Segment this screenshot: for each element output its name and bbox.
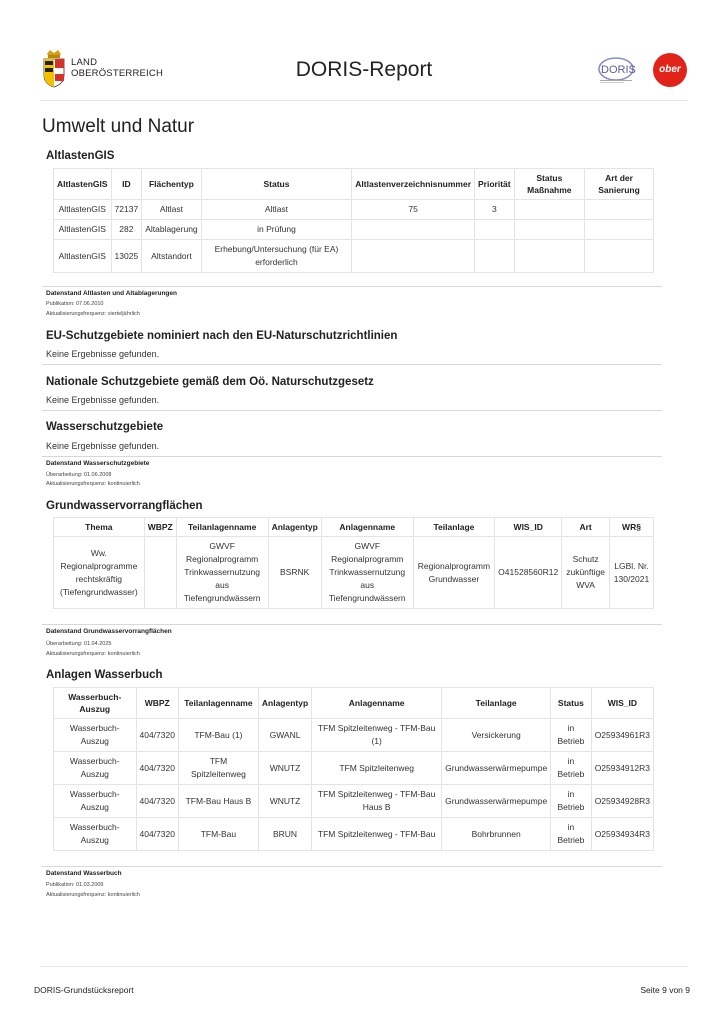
table-cell: 404/7320 — [136, 752, 178, 785]
partner-logos — [594, 52, 688, 88]
table-cell: Ww. Regionalprogramme rechtskräftig (Tiefengrundwasser) — [54, 537, 145, 609]
logo-text-line2: OBERÖSTERREICH — [71, 68, 164, 79]
table-cell: TFM Spitzleitenweg - TFM-Bau Haus B — [312, 785, 442, 818]
footer-page-number: Seite 9 von 9 — [640, 985, 690, 995]
grundwasser-ueberarbeitung: Überarbeitung: 01.04.2025 — [46, 641, 112, 647]
column-header: Altlastenverzeichnisnummer — [352, 169, 475, 200]
wasserschutzgebiete-heading: Wasserschutzgebiete — [46, 421, 164, 433]
nationale-schutzgebiete-empty-text: Keine Ergebnisse gefunden. — [46, 395, 160, 405]
table-row — [54, 240, 654, 273]
wasserbuch-publikation: Publikation: 01.03.2009 — [46, 882, 104, 888]
footer-report-name: DORIS-Grundstücksreport — [34, 985, 134, 995]
table-cell: O25934934R3 — [591, 818, 653, 851]
section-divider — [42, 624, 662, 625]
table-cell — [144, 537, 176, 609]
column-header: Anlagentyp — [258, 688, 311, 719]
table-cell — [585, 200, 654, 220]
page-title: Umwelt und Natur — [42, 116, 195, 137]
altlasten-datenstand-title: Datenstand Altlasten und Altablagerungen — [46, 290, 177, 297]
grundwasser-table — [53, 517, 654, 609]
table-cell: Wasserbuch-Auszug — [54, 785, 137, 818]
column-header: Status Maßnahme — [514, 169, 584, 200]
section-divider — [42, 410, 662, 411]
table-cell: GWANL — [258, 719, 311, 752]
report-header — [40, 42, 688, 98]
column-header: WBPZ — [136, 688, 178, 719]
column-header: Status — [551, 688, 592, 719]
wasserbuch-frequenz: Aktualisierungsfrequenz: kontinuierlich — [46, 892, 140, 898]
table-cell: WNUTZ — [258, 752, 311, 785]
table-row — [54, 785, 654, 818]
column-header: Anlagenname — [312, 688, 442, 719]
table-cell: 404/7320 — [136, 785, 178, 818]
wasserschutz-ueberarbeitung: Überarbeitung: 01.06.2008 — [46, 472, 112, 478]
table-cell — [352, 240, 475, 273]
section-divider — [42, 364, 662, 365]
table-cell: TFM-Bau — [178, 818, 258, 851]
table-cell: O25934961R3 — [591, 719, 653, 752]
table-cell: AltlastenGIS — [54, 220, 112, 240]
logo-text-line1: LAND — [71, 57, 98, 68]
table-row — [54, 752, 654, 785]
column-header: ID — [111, 169, 142, 200]
wasserbuch-heading: Anlagen Wasserbuch — [46, 669, 163, 681]
table-cell: LGBl. Nr. 130/2021 — [610, 537, 654, 609]
eu-schutzgebiete-empty-text: Keine Ergebnisse gefunden. — [46, 349, 160, 359]
column-header: Teilanlage — [413, 518, 494, 537]
table-cell — [585, 220, 654, 240]
column-header: Anlagenname — [321, 518, 413, 537]
table-cell: BRUN — [258, 818, 311, 851]
table-cell: Grundwasserwärmepumpe — [442, 752, 551, 785]
table-cell: O41528560R12 — [495, 537, 562, 609]
table-cell: Altablagerung — [142, 220, 201, 240]
nationale-schutzgebiete-heading: Nationale Schutzgebiete gemäß dem Oö. Naturschutzgesetz — [46, 376, 374, 388]
doris-logo-icon — [594, 55, 642, 85]
ober-logo-text: ober — [659, 64, 681, 75]
table-cell: TFM-Bau Haus B — [178, 785, 258, 818]
report-title: DORIS-Report — [295, 58, 433, 81]
table-cell — [514, 200, 584, 220]
ober-logo-icon — [652, 52, 688, 88]
table-cell: in Prüfung — [201, 220, 352, 240]
column-header: WBPZ — [144, 518, 176, 537]
table-cell: Wasserbuch-Auszug — [54, 719, 137, 752]
column-header: Art — [562, 518, 610, 537]
table-cell: AltlastenGIS — [54, 200, 112, 220]
table-cell: in Betrieb — [551, 719, 592, 752]
table-cell: AltlastenGIS — [54, 240, 112, 273]
column-header: Teilanlagenname — [176, 518, 268, 537]
section-divider — [42, 866, 662, 867]
table-cell — [514, 240, 584, 273]
table-cell: Altlast — [142, 200, 201, 220]
table-cell: Wasserbuch-Auszug — [54, 752, 137, 785]
eu-schutzgebiete-heading: EU-Schutzgebiete nominiert nach den EU-Naturschutzrichtlinien — [46, 330, 398, 342]
column-header: Anlagentyp — [268, 518, 321, 537]
wasserschutzgebiete-empty-text: Keine Ergebnisse gefunden. — [46, 441, 160, 451]
table-header-row — [54, 169, 654, 200]
section-divider — [42, 286, 662, 287]
column-header: Teilanlage — [442, 688, 551, 719]
column-header: AltlastenGIS — [54, 169, 112, 200]
altlasten-heading: AltlastenGIS — [46, 150, 115, 162]
table-cell: TFM Spitzleitenweg — [178, 752, 258, 785]
column-header: Status — [201, 169, 352, 200]
table-cell: TFM Spitzleitenweg - TFM-Bau — [312, 818, 442, 851]
table-cell: Altstandort — [142, 240, 201, 273]
footer-divider — [40, 966, 688, 967]
column-header: WR§ — [610, 518, 654, 537]
table-row — [54, 220, 654, 240]
table-cell: Altlast — [201, 200, 352, 220]
doris-logo-text: DORIS — [601, 64, 636, 76]
table-row — [54, 719, 654, 752]
table-cell: 282 — [111, 220, 142, 240]
table-cell: 404/7320 — [136, 818, 178, 851]
table-cell: Erhebung/Untersuchung (für EA) erforderlich — [201, 240, 352, 273]
table-cell: in Betrieb — [551, 752, 592, 785]
table-cell: in Betrieb — [551, 818, 592, 851]
column-header: Art der Sanierung — [585, 169, 654, 200]
table-row — [54, 818, 654, 851]
wasserschutz-frequenz: Aktualisierungsfrequenz: kontinuierlich — [46, 481, 140, 487]
table-cell: Versickerung — [442, 719, 551, 752]
header-divider — [40, 100, 688, 101]
table-row — [54, 200, 654, 220]
grundwasser-datenstand-title: Datenstand Grundwasservorrangflächen — [46, 628, 172, 635]
column-header: Priorität — [475, 169, 515, 200]
column-header: Thema — [54, 518, 145, 537]
table-row — [54, 537, 654, 609]
column-header: Wasserbuch-Auszug — [54, 688, 137, 719]
grundwasser-frequenz: Aktualisierungsfrequenz: kontinuierlich — [46, 651, 140, 657]
table-cell: Grundwasserwärmepumpe — [442, 785, 551, 818]
table-cell — [585, 240, 654, 273]
column-header: Flächentyp — [142, 169, 201, 200]
column-header: Teilanlagenname — [178, 688, 258, 719]
table-cell: TFM Spitzleitenweg — [312, 752, 442, 785]
section-divider — [42, 456, 662, 457]
table-cell: Regionalprogramm Grundwasser — [413, 537, 494, 609]
table-cell: 75 — [352, 200, 475, 220]
wasserschutz-datenstand-title: Datenstand Wasserschutzgebiete — [46, 460, 150, 467]
grundwasser-heading: Grundwasservorrangflächen — [46, 500, 203, 512]
table-cell: O25934912R3 — [591, 752, 653, 785]
table-cell: in Betrieb — [551, 785, 592, 818]
wasserbuch-datenstand-title: Datenstand Wasserbuch — [46, 870, 122, 877]
table-cell: Schutz zukünftige WVA — [562, 537, 610, 609]
table-cell: TFM Spitzleitenweg - TFM-Bau (1) — [312, 719, 442, 752]
column-header: WIS_ID — [591, 688, 653, 719]
table-cell: WNUTZ — [258, 785, 311, 818]
table-header-row — [54, 518, 654, 537]
table-cell: TFM-Bau (1) — [178, 719, 258, 752]
table-cell — [475, 220, 515, 240]
table-cell: 3 — [475, 200, 515, 220]
table-cell: GWVF Regionalprogramm Trinkwassernutzung aus Tiefengrundwässern — [176, 537, 268, 609]
column-header: WIS_ID — [495, 518, 562, 537]
table-cell — [475, 240, 515, 273]
table-cell: Bohrbrunnen — [442, 818, 551, 851]
altlasten-table — [53, 168, 654, 273]
table-cell — [514, 220, 584, 240]
table-cell — [352, 220, 475, 240]
table-cell: 13025 — [111, 240, 142, 273]
wasserbuch-table — [53, 687, 654, 851]
altlasten-publikation: Publikation: 07.06.2010 — [46, 301, 104, 307]
altlasten-frequenz: Aktualisierungsfrequenz: vierteljährlich — [46, 311, 140, 317]
table-cell: GWVF Regionalprogramm Trinkwassernutzung aus Tiefengrundwässern — [321, 537, 413, 609]
table-cell: Wasserbuch-Auszug — [54, 818, 137, 851]
table-cell: O25934928R3 — [591, 785, 653, 818]
table-header-row — [54, 688, 654, 719]
table-cell: BSRNK — [268, 537, 321, 609]
table-cell: 404/7320 — [136, 719, 178, 752]
table-cell: 72137 — [111, 200, 142, 220]
